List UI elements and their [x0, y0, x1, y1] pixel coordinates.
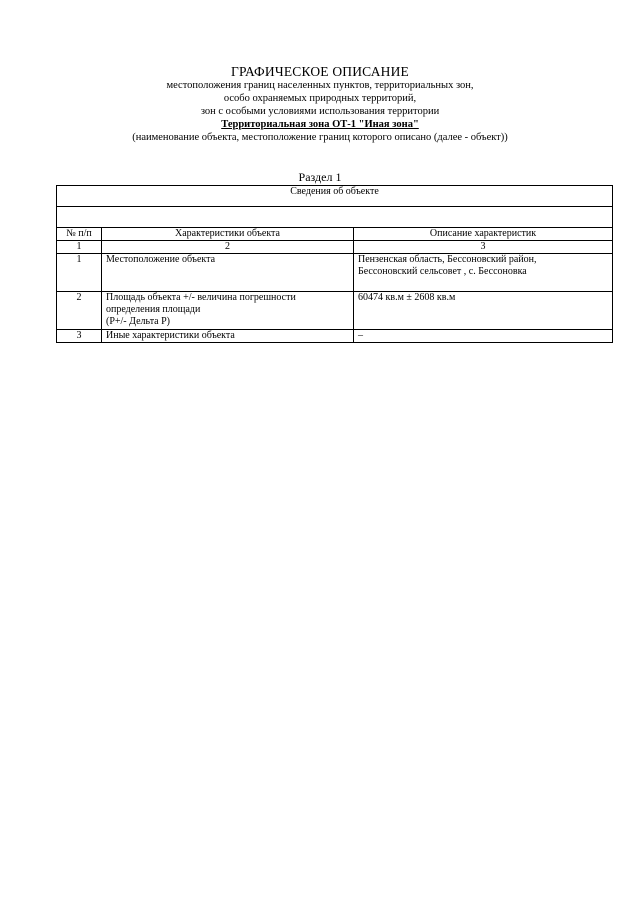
document-header	[0, 64, 640, 144]
row-characteristic-line: определения площади	[106, 304, 201, 315]
row-characteristic-line: (Р+/- Дельта Р)	[106, 316, 171, 327]
table-info-row	[57, 186, 613, 207]
section-title: Раздел 1	[298, 170, 342, 184]
object-name-note: (наименование объекта, местоположение границ которого описано (далее - объект))	[132, 132, 508, 143]
object-info-table	[56, 185, 613, 343]
row-number: 2	[57, 292, 102, 330]
table-blank-cell	[57, 207, 613, 228]
column-header-number: № п/п	[57, 228, 102, 241]
subtitle-line-2: особо охраняемых природных территорий,	[223, 93, 417, 104]
row-characteristic: Местоположение объекта	[102, 254, 354, 292]
row-characteristic: Иные характеристики объекта	[102, 330, 354, 343]
subtitle-line-1: местоположения границ населенных пунктов, территориальных зон,	[166, 80, 474, 91]
column-number-2: 2	[102, 241, 354, 254]
row-characteristic-line: Площадь объекта +/- величина погрешности	[106, 292, 296, 303]
table-row	[57, 330, 613, 343]
row-description: 60474 кв.м ± 2608 кв.м	[354, 292, 613, 330]
document-title: ГРАФИЧЕСКОЕ ОПИСАНИЕ	[230, 64, 410, 79]
row-description: –	[354, 330, 613, 343]
table-row	[57, 254, 613, 292]
table-column-numbers-row	[57, 241, 613, 254]
row-description	[354, 254, 613, 292]
row-characteristic	[102, 292, 354, 330]
object-name: Территориальная зона ОТ-1 "Иная зона"	[221, 119, 419, 130]
column-header-characteristic: Характеристики объекта	[102, 228, 354, 241]
table-info-title: Сведения об объекте	[57, 186, 613, 207]
subtitle-line-3: зон с особыми условиями использования территории	[200, 106, 440, 117]
table-row	[57, 292, 613, 330]
row-description-line: Бессоновский сельсовет , с. Бессоновка	[358, 266, 527, 277]
row-description-line: Пензенская область, Бессоновский район,	[358, 254, 537, 265]
row-number: 1	[57, 254, 102, 292]
column-number-3: 3	[354, 241, 613, 254]
table-blank-row	[57, 207, 613, 228]
column-number-1: 1	[57, 241, 102, 254]
row-number: 3	[57, 330, 102, 343]
column-header-description: Описание характеристик	[354, 228, 613, 241]
table-header-row	[57, 228, 613, 241]
